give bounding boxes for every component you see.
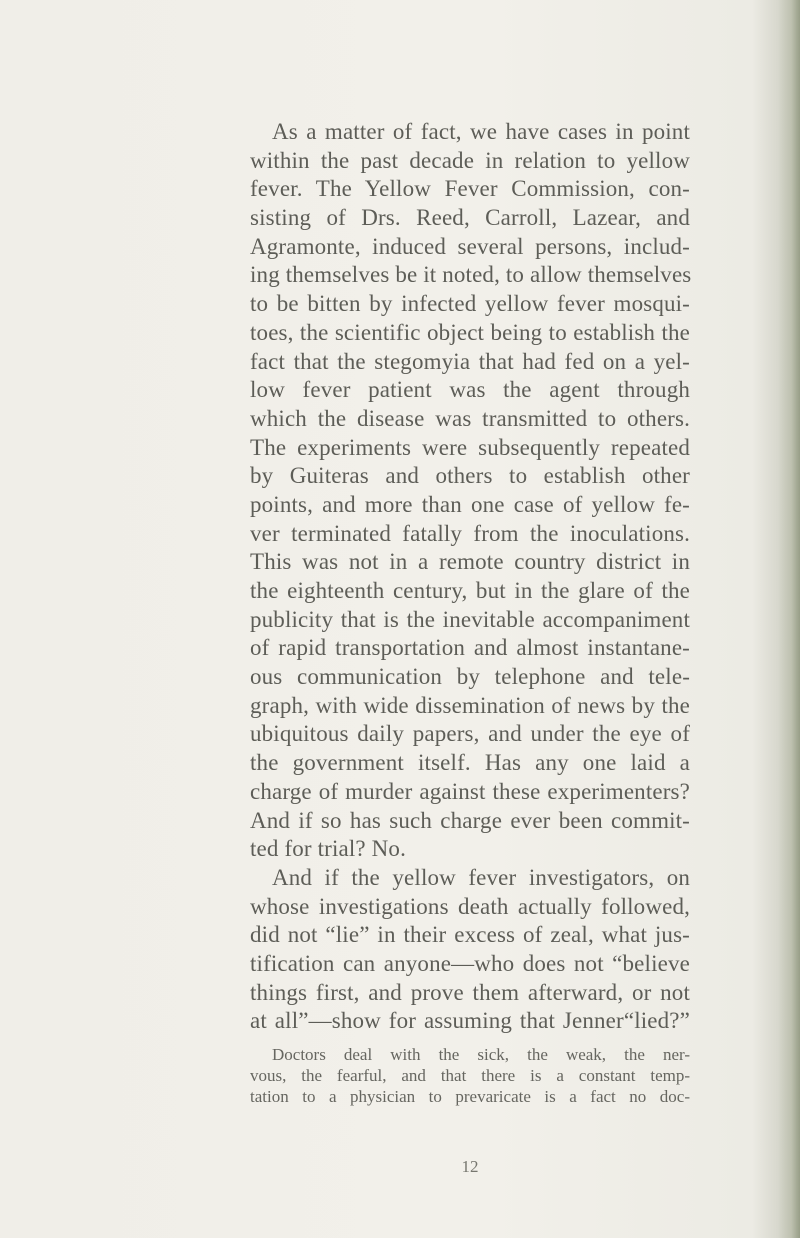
text-line: ted for trial? No. bbox=[250, 836, 406, 862]
small-text-line: tation to a physician to prevaricate is a fact no doc- bbox=[250, 1087, 690, 1106]
text-line: low fever patient was the agent through bbox=[250, 377, 690, 403]
text-line: The experiments were subsequently repeated bbox=[250, 434, 690, 460]
paragraph-2 bbox=[250, 864, 690, 1036]
text-line: ver terminated fatally from the inoculations. bbox=[250, 520, 690, 546]
page-spine-shadow bbox=[778, 0, 800, 1238]
page-number: 12 bbox=[461, 1157, 479, 1176]
text-line: This was not in a remote country district in bbox=[250, 549, 690, 575]
text-line: ubiquitous daily papers, and under the eye of bbox=[250, 721, 690, 747]
text-line: the government itself. Has any one laid a bbox=[250, 750, 690, 776]
text-line: to be bitten by infected yellow fever mosqui- bbox=[250, 291, 690, 317]
text-line: which the disease was transmitted to others. bbox=[250, 405, 690, 431]
text-line: things first, and prove them afterward, or not bbox=[250, 979, 690, 1005]
body-text bbox=[250, 118, 690, 1107]
paragraph-1 bbox=[250, 118, 690, 864]
text-line: tification can anyone—who does not “believe bbox=[250, 950, 690, 976]
text-line: graph, with wide dissemination of news by the bbox=[250, 692, 690, 718]
text-line: at all”—show for assuming that Jenner“lied?” bbox=[250, 1008, 690, 1034]
text-line: by Guiteras and others to establish other bbox=[250, 463, 690, 489]
text-line: Agramonte, induced several persons, includ- bbox=[250, 233, 690, 259]
text-line: points, and more than one case of yellow fe- bbox=[250, 491, 690, 517]
text-line: And if the yellow fever investigators, on bbox=[272, 864, 690, 890]
small-print-paragraph bbox=[250, 1044, 690, 1107]
text-line: the eighteenth century, but in the glare of the bbox=[250, 578, 690, 603]
text-line: charge of murder against these experimenters? bbox=[250, 778, 690, 804]
text-line: did not “lie” in their excess of zeal, what jus- bbox=[250, 922, 690, 948]
text-line: And if so has such charge ever been commit- bbox=[250, 807, 690, 833]
small-text-line: Doctors deal with the sick, the weak, the ner- bbox=[272, 1045, 690, 1064]
text-line: within the past decade in relation to yellow bbox=[250, 147, 690, 173]
text-line: fever. The Yellow Fever Commission, con- bbox=[250, 176, 690, 202]
small-text-line: vous, the fearful, and that there is a constant temp- bbox=[250, 1066, 690, 1085]
text-line: whose investigations death actually followed, bbox=[250, 893, 690, 919]
text-line: sisting of Drs. Reed, Carroll, Lazear, and bbox=[250, 205, 690, 231]
text-line: of rapid transportation and almost instantane- bbox=[250, 635, 690, 661]
text-line: ing themselves be it noted, to allow themselves bbox=[250, 262, 692, 288]
text-line: publicity that is the inevitable accompaniment bbox=[250, 606, 690, 632]
text-line: ous communication by telephone and tele- bbox=[250, 664, 690, 690]
text-line: fact that the stegomyia that had fed on a yel- bbox=[250, 348, 690, 374]
text-line: toes, the scientific object being to establish the bbox=[250, 319, 690, 345]
text-line: As a matter of fact, we have cases in point bbox=[272, 119, 690, 144]
